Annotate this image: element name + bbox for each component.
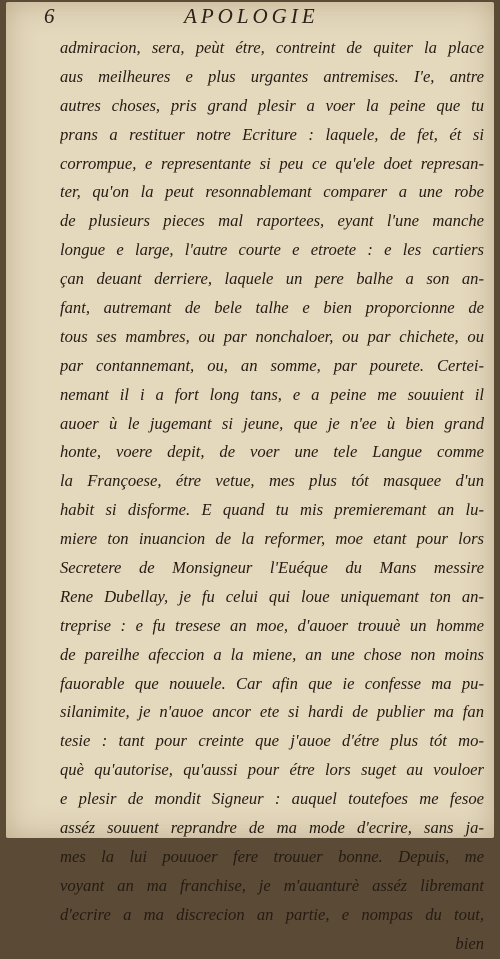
- text-line: asséz souuent reprandre de ma mode d'ecrire, sans ja-: [60, 818, 484, 838]
- text-line: de plusieurs pieces mal raportees, eyant l'une manche: [60, 211, 484, 231]
- body-text: [60, 34, 484, 959]
- text-line: fauorable que nouuele. Car afin que ie confesse ma pu-: [60, 673, 484, 693]
- text-line: tesie : tant pour creinte que j'auoe d'étre plus tót mo-: [60, 731, 484, 751]
- text-line: auoer ù le jugemant si jeune, que je n'ee ù bien grand: [60, 413, 484, 433]
- text-line: corrompue, e representante si peu ce qu'ele doet represan-: [60, 153, 484, 173]
- text-line: çan deuant derriere, laquele un pere balhe a son an-: [60, 269, 484, 289]
- text-line: prans a restituer notre Ecriture : laquele, de fet, ét si: [60, 124, 484, 144]
- text-line: longue e large, l'autre courte e etroete : e les cartiers: [60, 240, 484, 260]
- text-line: e plesir de mondit Signeur : auquel toutefoes me fesoe: [60, 789, 484, 809]
- text-line: tous ses mambres, ou par nonchaloer, ou par chichete, ou: [60, 326, 484, 346]
- text-line: miere ton inuancion de la reformer, moe etant pour lors: [60, 529, 484, 549]
- text-line: autres choses, pris grand plesir a voer la peine que tu: [60, 95, 484, 115]
- text-line: admiracion, sera, peùt étre, contreint de quiter la place: [60, 38, 484, 57]
- text-line: Rene Dubellay, je fu celui qui loue uniquemant ton an-: [60, 586, 484, 606]
- text-line: ter, qu'on la peut resonnablemant comparer a une robe: [60, 182, 484, 202]
- text-block: [60, 34, 484, 959]
- text-line: voyant an ma franchise, je m'auanturè asséz libremant: [60, 875, 484, 895]
- text-line: de pareilhe afeccion a la miene, an une chose non moins: [60, 644, 484, 664]
- text-line: què qu'autorise, qu'aussi pour étre lors suget au vouloer: [60, 760, 484, 780]
- text-line: habit si disforme. E quand tu mis premieremant an lu-: [60, 500, 484, 520]
- text-line: nemant il i a fort long tans, e a peine me souuient il: [60, 384, 484, 404]
- page-number: 6: [44, 4, 55, 28]
- catchword: bien: [455, 933, 484, 953]
- text-line: la Françoese, étre vetue, mes plus tót masquee d'un: [60, 471, 484, 491]
- text-line: fant, autremant de bele talhe e bien proporcionne de: [60, 298, 484, 318]
- text-line: par contannemant, ou, an somme, par pourete. Certei-: [60, 355, 484, 375]
- text-line: honte, voere depit, de voer une tele Langue comme: [60, 442, 484, 462]
- text-line: treprise : e fu tresese an moe, d'auoer trouuè un homme: [60, 615, 484, 635]
- text-line: Secretere de Monsigneur l'Euéque du Mans messire: [60, 558, 484, 578]
- text-line: mes la lui pouuoer fere trouuer bonne. Depuis, me: [60, 846, 484, 866]
- book-page: [6, 2, 494, 953]
- running-title: APOLOGIE: [184, 4, 319, 28]
- text-line: d'ecrire a ma discrecion an partie, e nompas du tout,: [60, 904, 484, 924]
- page-header: [44, 4, 464, 28]
- text-line: silanimite, je n'auoe ancor ete si hardi de publier ma fan: [60, 702, 484, 722]
- text-line: aus meilheures e plus urgantes antremises. I'e, antre: [60, 66, 484, 86]
